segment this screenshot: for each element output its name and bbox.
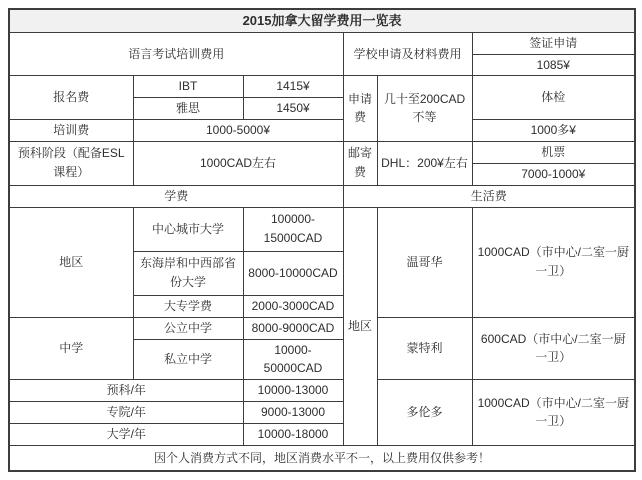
header-language-training: 语言考试培训费用 <box>9 33 343 76</box>
city-vancouver-cost: 1000CAD（市中心/二室一厨一卫） <box>472 207 635 317</box>
middle-school-label: 中学 <box>9 317 133 379</box>
tuition-row-public-school <box>9 317 635 339</box>
header-school-application: 学校申请及材料费用 <box>343 33 472 76</box>
footer-row <box>9 445 635 471</box>
city-montreal-cost: 600CAD（市中心/二室一厨一卫） <box>472 317 635 379</box>
city-vancouver-label: 温哥华 <box>377 207 472 317</box>
university-year-fee: 10000-18000 <box>243 423 343 445</box>
application-fee-label: 申请费 <box>343 76 377 141</box>
private-school-fee: 10000-50000CAD <box>243 339 343 379</box>
mailing-fee-label: 邮寄费 <box>343 141 377 185</box>
tuition-region-label: 地区 <box>9 207 133 317</box>
prep-stage-row <box>9 141 635 163</box>
tuition-row-central-city <box>9 207 635 251</box>
college-tuition-fee: 2000-3000CAD <box>243 295 343 317</box>
college-year-label: 专院/年 <box>9 401 243 423</box>
prep-stage-fee: 1000CAD左右 <box>133 141 343 185</box>
ibt-label: IBT <box>133 76 243 98</box>
east-coast-univ-fee: 8000-10000CAD <box>243 251 343 295</box>
fee-table <box>8 8 636 472</box>
table-title: 2015加拿大留学费用一览表 <box>9 9 635 33</box>
east-coast-univ-label: 东海岸和中西部省份大学 <box>133 251 243 295</box>
living-header: 生活费 <box>343 185 635 207</box>
application-fee-value: 几十至200CAD不等 <box>377 76 472 141</box>
title-row <box>9 9 635 33</box>
prep-stage-label: 预科阶段（配备ESL课程） <box>9 141 133 185</box>
training-fee-row <box>9 119 635 141</box>
section-header-row <box>9 33 635 55</box>
college-tuition-label: 大专学费 <box>133 295 243 317</box>
city-toronto-cost: 1000CAD（市中心/二室一厨一卫） <box>472 379 635 445</box>
central-city-univ-label: 中心城市大学 <box>133 207 243 251</box>
public-school-label: 公立中学 <box>133 317 243 339</box>
city-toronto-label: 多伦多 <box>377 379 472 445</box>
ibt-row <box>9 76 635 98</box>
visa-fee-value: 1085¥ <box>472 54 635 76</box>
living-region-label: 地区 <box>343 207 377 445</box>
university-year-label: 大学/年 <box>9 423 243 445</box>
medical-check-label: 体检 <box>472 76 635 119</box>
header-visa-application: 签证申请 <box>472 33 635 55</box>
public-school-fee: 8000-9000CAD <box>243 317 343 339</box>
college-year-fee: 9000-13000 <box>243 401 343 423</box>
training-fee-label: 培训费 <box>9 119 133 141</box>
central-city-univ-fee: 100000-15000CAD <box>243 207 343 251</box>
footer-note: 因个人消费方式不同，地区消费水平不一，以上费用仅供参考！ <box>9 445 635 471</box>
mailing-fee-value: DHL：200¥左右 <box>377 141 472 185</box>
ibt-fee: 1415¥ <box>243 76 343 98</box>
medical-check-fee: 1000多¥ <box>472 119 635 141</box>
private-school-label: 私立中学 <box>133 339 243 379</box>
tuition-header: 学费 <box>9 185 343 207</box>
city-montreal-label: 蒙特利 <box>377 317 472 379</box>
registration-fee-label: 报名费 <box>9 76 133 119</box>
subsection-header-row <box>9 185 635 207</box>
prep-year-fee: 10000-13000 <box>243 379 343 401</box>
flight-ticket-label: 机票 <box>472 141 635 163</box>
training-fee-value: 1000-5000¥ <box>133 119 343 141</box>
flight-ticket-fee: 7000-1000¥ <box>472 163 635 185</box>
ielts-label: 雅思 <box>133 97 243 119</box>
prep-year-label: 预科/年 <box>9 379 243 401</box>
tuition-row-prep-year <box>9 379 635 401</box>
ielts-fee: 1450¥ <box>243 97 343 119</box>
